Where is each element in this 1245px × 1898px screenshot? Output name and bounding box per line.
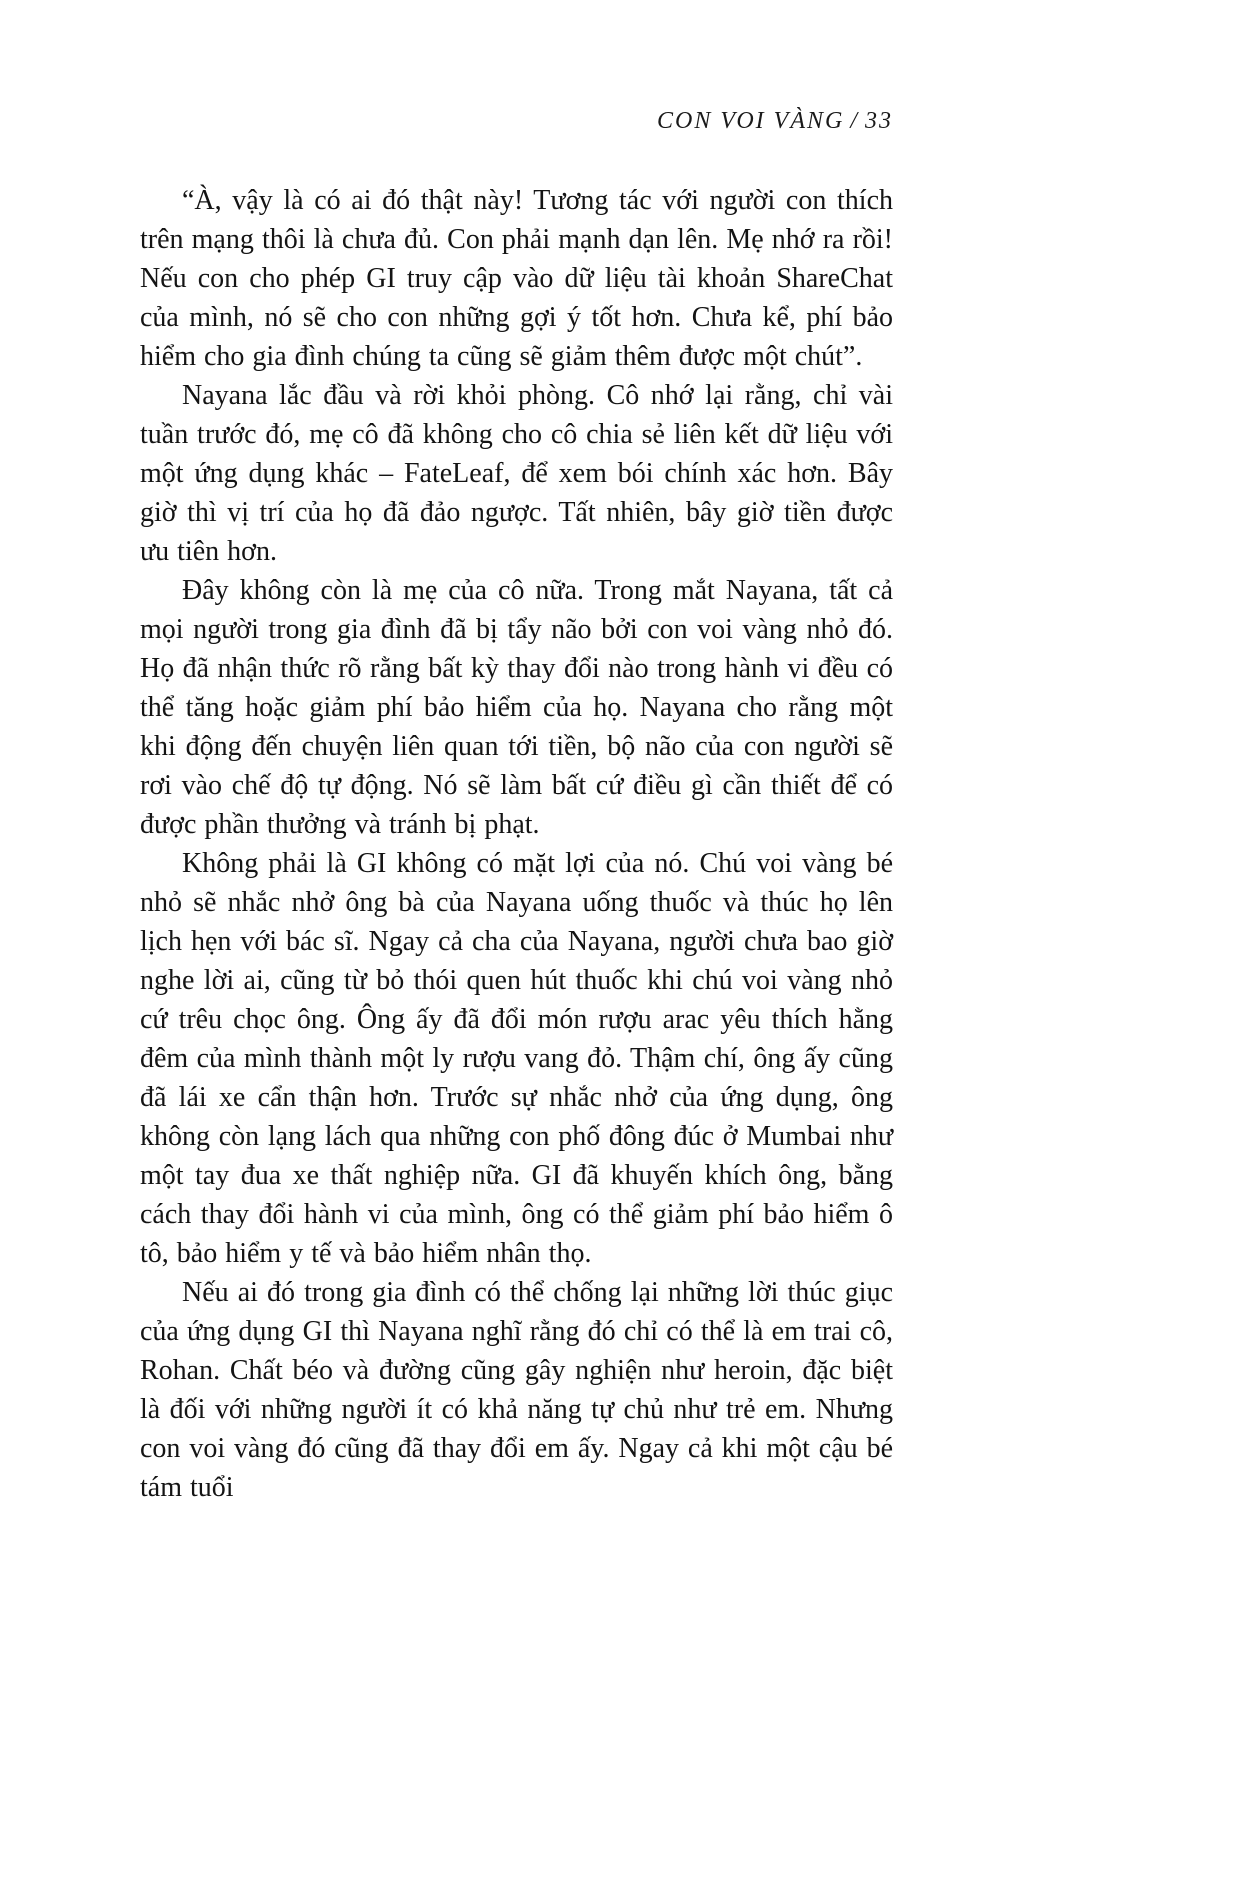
page-header	[140, 108, 893, 135]
paragraph: Nayana lắc đầu và rời khỏi phòng. Cô nhớ lại rằng, chỉ vài tuần trước đó, mẹ cô đã không cho cô chia sẻ liên kết dữ liệu với một ứng dụng khác – FateLeaf, để xem bói chính xác hơn. Bây giờ thì vị trí của họ đã đảo ngược. Tất nhiên, bây giờ tiền được ưu tiên hơn.	[140, 380, 893, 567]
book-title: CON VOI VÀNG	[657, 108, 845, 134]
page-number: 33	[865, 108, 893, 134]
page-body	[140, 181, 893, 1507]
paragraph: “À, vậy là có ai đó thật này! Tương tác với người con thích trên mạng thôi là chưa đủ. Con phải mạnh dạn lên. Mẹ nhớ ra rồi! Nếu con cho phép GI truy cập vào dữ liệu tài khoản ShareChat của mình, nó sẽ cho con những gợi ý tốt hơn. Chưa kể, phí bảo hiểm cho gia đình chúng ta cũng sẽ giảm thêm được một chút”.	[140, 185, 893, 372]
paragraph: Không phải là GI không có mặt lợi của nó. Chú voi vàng bé nhỏ sẽ nhắc nhở ông bà của Nayana uống thuốc và thúc họ lên lịch hẹn với bác sĩ. Ngay cả cha của Nayana, người chưa bao giờ nghe lời ai, cũng từ bỏ thói quen hút thuốc khi chú voi vàng nhỏ cứ trêu chọc ông. Ông ấy đã đổi món rượu arac yêu thích hằng đêm của mình thành một ly rượu vang đỏ. Thậm chí, ông ấy cũng đã lái xe cẩn thận hơn. Trước sự nhắc nhở của ứng dụng, ông không còn lạng lách qua những con phố đông đúc ở Mumbai như một tay đua xe thất nghiệp nữa. GI đã khuyến khích ông, bằng cách thay đổi hành vi của mình, ông có thể giảm phí bảo hiểm ô tô, bảo hiểm y tế và bảo hiểm nhân thọ.	[140, 848, 893, 1269]
paragraph: Nếu ai đó trong gia đình có thể chống lại những lời thúc giục của ứng dụng GI thì Nayana nghĩ rằng đó chỉ có thể là em trai cô, Rohan. Chất béo và đường cũng gây nghiện như heroin, đặc biệt là đối với những người ít có khả năng tự chủ như trẻ em. Nhưng con voi vàng đó cũng đã thay đổi em ấy. Ngay cả khi một cậu bé tám tuổi	[140, 1277, 893, 1503]
header-separator: /	[850, 108, 859, 134]
paragraph: Đây không còn là mẹ của cô nữa. Trong mắt Nayana, tất cả mọi người trong gia đình đã bị tẩy não bởi con voi vàng nhỏ đó. Họ đã nhận thức rõ rằng bất kỳ thay đổi nào trong hành vi đều có thể tăng hoặc giảm phí bảo hiểm của họ. Nayana cho rằng một khi động đến chuyện liên quan tới tiền, bộ não của con người sẽ rơi vào chế độ tự động. Nó sẽ làm bất cứ điều gì cần thiết để có được phần thưởng và tránh bị phạt.	[140, 575, 893, 840]
